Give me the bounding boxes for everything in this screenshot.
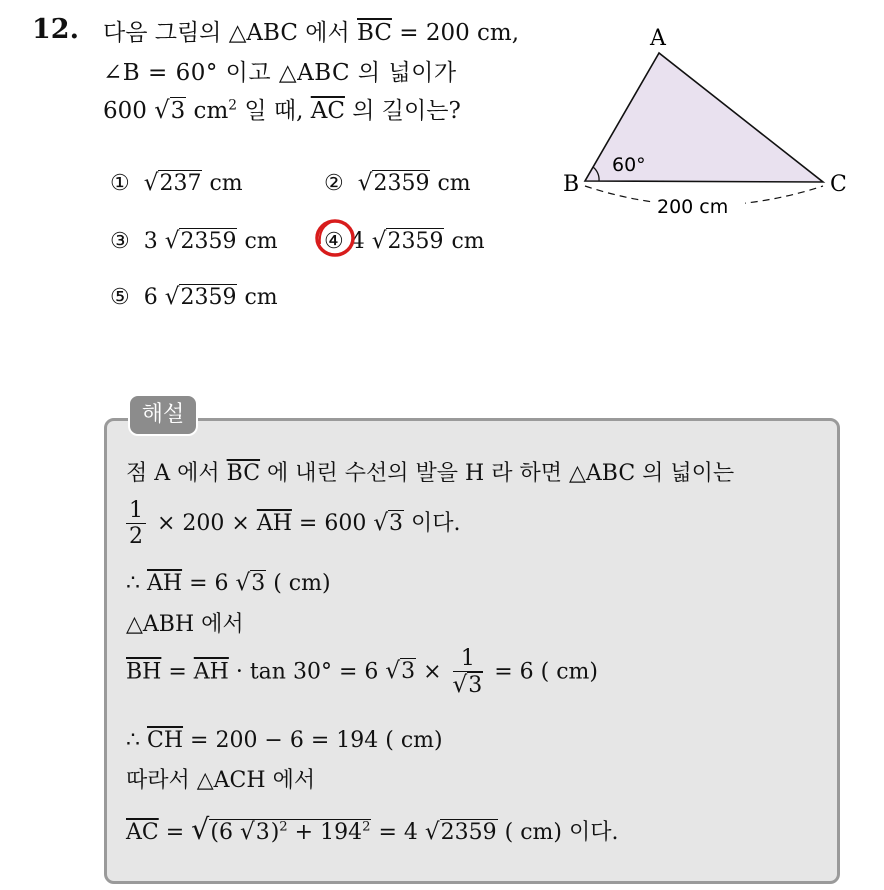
s5-c: × (416, 659, 449, 685)
q3-ac: $\overline{AC}$ (310, 98, 345, 124)
question-line-1 (103, 14, 519, 47)
solution-line-2 (126, 498, 461, 550)
s5-den-rad: 3 (468, 673, 483, 699)
choice-2-unit: cm (430, 171, 471, 196)
solution-line-7: 따라서 △ACH 에서 (126, 768, 316, 793)
q1-pre: 다음 그림의 △ABC 에서 (103, 20, 357, 46)
s8-sq1: 2 (279, 819, 288, 835)
q1-bc: $\overline{BC}$ (357, 20, 392, 46)
s8-big-radical: √(6 $√3)^2 + 194^2$ (191, 812, 371, 846)
choice-2[interactable] (324, 170, 471, 196)
q3-radical: √3 (154, 96, 186, 124)
solution-line-1 (126, 456, 734, 487)
choice-3-unit: cm (237, 229, 278, 254)
s5-bh: $\overline{BH}$ (126, 659, 162, 685)
s6-ch: $\overline{CH}$ (147, 728, 184, 753)
question-line-3 (103, 92, 461, 125)
triangle-figure (555, 20, 865, 225)
s8-rad-d: + 194 (287, 820, 363, 845)
s8-rad-b: 3 (255, 820, 270, 845)
s1-post: 에 내린 수선의 발을 H 라 하면 △ABC 의 넓이는 (260, 461, 735, 486)
s6-post: = 200 − 6 = 194 ( cm) (183, 728, 443, 753)
solution-line-6 (126, 728, 443, 753)
s2-radical: √3 (373, 509, 404, 536)
s5-den-radical: √3 (452, 672, 483, 699)
q3-pre: 600 (103, 98, 155, 124)
base-label: 200 cm (657, 196, 729, 218)
s8-rad2: 2359 (440, 820, 497, 845)
choice-1[interactable] (110, 170, 243, 196)
choice-3-coef: 3 (143, 229, 165, 254)
s2-b: = 600 (291, 510, 374, 536)
s8-a: = (158, 820, 192, 845)
s8-rad-c: ) (270, 820, 280, 845)
choice-3[interactable] (110, 228, 278, 254)
q3-rad-value: 3 (170, 98, 186, 124)
s3-rad: 3 (251, 571, 266, 596)
choice-5-num: ⑤ (110, 285, 130, 310)
s2-ah: $\overline{AH}$ (256, 510, 292, 536)
s1-bc: $\overline{BC}$ (226, 461, 261, 486)
s8-sq2: 2 (362, 819, 371, 835)
s5-num: 1 (453, 646, 484, 672)
choice-4-rad: 2359 (387, 229, 444, 254)
s1-pre: 점 A 에서 (126, 461, 227, 486)
s5-radical: √3 (385, 658, 416, 685)
s8-b: = 4 (371, 820, 425, 845)
choice-5-rad: 2359 (180, 285, 237, 310)
s2-fraction (126, 498, 146, 550)
q3-unit: cm (186, 98, 229, 124)
solution-line-5 (126, 646, 598, 699)
label-a: A (650, 26, 666, 51)
s3-post: ( cm) (266, 571, 331, 596)
choice-4-coef: 4 (350, 229, 372, 254)
s2-num: 1 (126, 498, 146, 524)
s5-b: · tan 30° = 6 (228, 659, 386, 685)
choice-2-radical: √2359 (357, 170, 430, 196)
s8-radical-2: √2359 (424, 819, 497, 845)
choice-2-num: ② (324, 171, 344, 196)
s2-den: 2 (129, 524, 143, 550)
s3-ah: $\overline{AH}$ (147, 571, 183, 596)
s8-rad-a: (6 (210, 820, 240, 845)
s5-fraction (453, 646, 484, 699)
s3-pre: ∴ (126, 571, 147, 596)
s3-mid: = 6 (182, 571, 236, 596)
s6-pre: ∴ (126, 728, 147, 753)
choice-1-unit: cm (202, 171, 243, 196)
s2-rad: 3 (389, 510, 404, 536)
question-line-2: ∠B = 60° 이고 △ABC 의 넓이가 (103, 60, 457, 86)
s5-a: = (161, 659, 194, 685)
q3-sup: 2 (228, 97, 238, 114)
choice-4-unit: cm (444, 229, 485, 254)
choice-5-unit: cm (237, 285, 278, 310)
choice-1-radical: √237 (143, 170, 202, 196)
choice-4-radical: √2359 (371, 228, 444, 254)
question-number: 12. (32, 14, 79, 45)
choice-2-rad: 2359 (373, 171, 430, 196)
s8-c: ( cm) 이다. (497, 820, 619, 845)
choice-1-num: ① (110, 171, 130, 196)
s2-c: 이다. (404, 510, 461, 536)
solution-tag: 해설 (128, 394, 198, 436)
s8-inner-radical: √3 (239, 819, 270, 845)
q3-post: 의 길이는? (344, 98, 461, 124)
q3-mid: 일 때, (237, 98, 311, 124)
label-b: B (563, 172, 580, 197)
solution-line-3 (126, 570, 331, 596)
s5-ah: $\overline{AH}$ (193, 659, 229, 685)
s3-radical: √3 (235, 570, 266, 596)
choice-4-num: ④ (324, 229, 344, 254)
choice-5-radical: √2359 (164, 284, 237, 310)
label-c: C (830, 172, 847, 197)
choice-1-rad: 237 (159, 171, 202, 196)
answer-mark-circle (312, 214, 360, 262)
s5-rad: 3 (401, 659, 416, 685)
s5-d: = 6 ( cm) (487, 659, 598, 685)
solution-line-4: △ABH 에서 (126, 612, 244, 637)
choice-3-radical: √2359 (164, 228, 237, 254)
choice-3-rad: 2359 (180, 229, 237, 254)
q1-post: = 200 cm, (391, 20, 520, 46)
choice-5[interactable] (110, 284, 278, 310)
s2-a: × 200 × (150, 510, 257, 536)
solution-line-8 (126, 812, 618, 846)
s8-ac: $\overline{AC}$ (126, 820, 159, 845)
angle-label: 60° (612, 154, 646, 176)
choice-5-coef: 6 (143, 285, 165, 310)
choice-3-num: ③ (110, 229, 130, 254)
